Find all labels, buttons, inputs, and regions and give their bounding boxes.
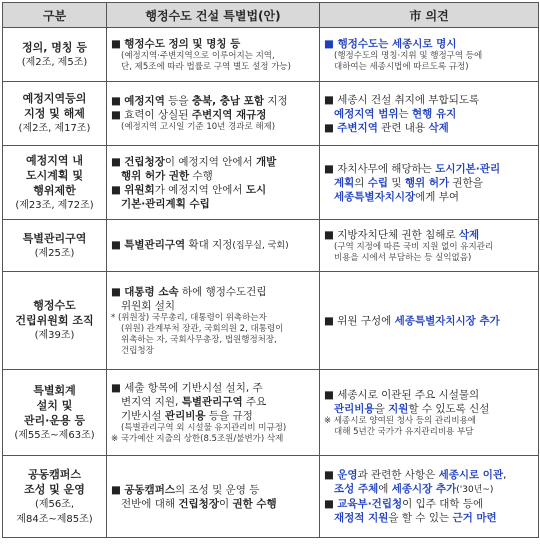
cell-text: 이 예정지역 안에서 <box>164 155 257 168</box>
cell-text: 삭제 <box>458 228 480 241</box>
cell-text: 제84조~제85조) <box>16 513 93 525</box>
cell-text: 대해 5년간 국가가 유지관리비용 부담 <box>334 426 474 437</box>
opinion-cell <box>320 82 539 146</box>
cell-text: 을 할 수 있는 <box>388 512 453 524</box>
bill-cell <box>107 456 320 538</box>
cell-text: 도시 <box>245 183 267 196</box>
cell-text: ■ 세종시로 이관된 주요 시설물의 <box>324 388 480 401</box>
cell-text: 교육부·건립청 <box>337 498 403 510</box>
cell-text: 특별관리구역 <box>22 231 87 245</box>
cell-text: 관리비용 <box>334 402 375 415</box>
cell-text: 행정수도는 세종시로 명시 <box>337 37 457 50</box>
cell-text: 관련 내용 <box>377 121 429 134</box>
cell-text: 현행 유지 <box>412 107 457 120</box>
text-line <box>111 169 315 183</box>
cell-text: 개발 <box>256 155 277 168</box>
cell-text: 이 <box>218 497 233 510</box>
cell-text: 주변지역 재규정 <box>191 109 267 121</box>
bill-cell <box>107 272 320 370</box>
cell-text: 관리비용 <box>164 409 206 422</box>
cell-text: 할 수 있도록 신설 <box>408 402 490 415</box>
row-category <box>3 456 107 538</box>
cell-text: 비용을 시에서 부담하는 등 실익없음) <box>334 252 472 263</box>
cell-text: 공동캠퍼스 <box>124 483 175 496</box>
cell-text: (특별관리구역 외 시설물 유지관리비 미규정) <box>121 422 287 433</box>
text-line <box>111 37 315 51</box>
cell-text: 도시기본·관리 <box>435 162 501 175</box>
cell-text: ■ <box>111 37 125 50</box>
cell-text: 행정수도 정의 및 명칭 등 <box>124 37 241 50</box>
text-line <box>111 497 315 511</box>
cell-text: 이 입주 대학 등에 <box>402 498 484 510</box>
cell-text: 재정적 지원 <box>334 512 389 524</box>
table-row <box>3 220 539 272</box>
text-line <box>324 107 534 121</box>
cell-text: (제55조~제63조) <box>14 429 95 441</box>
cell-text: ■ <box>324 498 338 510</box>
cell-text: , <box>503 469 507 481</box>
cell-text: 근거 마련 <box>452 512 497 524</box>
bill-cell <box>107 82 320 146</box>
cell-text: 특별회계 <box>33 383 76 397</box>
cell-text: ■ <box>111 285 125 298</box>
bill-cell <box>107 220 320 272</box>
cell-text: 대하여는 세종시법에 따르도록 규정) <box>334 61 469 72</box>
cell-text: 지정 <box>263 95 288 107</box>
comparison-table <box>2 2 539 538</box>
cell-text: (제25조) <box>34 247 75 259</box>
cell-text: ※ 국가예산 지출의 상한(8.5조원/불변가) 삭제 <box>111 433 284 444</box>
cell-text: 을 <box>374 402 389 415</box>
cell-text: ■ 세출 항목에 기반시설 설치, 주 <box>111 381 263 394</box>
cell-text: ■ <box>324 37 338 50</box>
cell-text: 에 <box>378 483 392 495</box>
cell-text: ■ <box>324 121 338 134</box>
cell-text: (집무실, 국회) <box>232 241 289 251</box>
cell-text: 삭제 <box>428 121 449 134</box>
cell-text: 위원회 <box>124 183 155 196</box>
cell-text: ■ 세종시 건설 취지에 부합되도록 <box>324 93 480 106</box>
cell-text: 권한을 <box>449 176 483 189</box>
cell-text: 행정수도 <box>33 299 76 312</box>
cell-text: 건립청장 <box>121 345 154 356</box>
text-line <box>324 497 534 511</box>
cell-text: 조성 및 운영 <box>24 482 85 496</box>
row-category <box>3 370 107 456</box>
row-category <box>3 220 107 272</box>
row-category <box>3 146 107 220</box>
cell-text: 권한 수행 <box>232 497 277 510</box>
cell-text: 계획 <box>334 176 355 189</box>
cell-text: 수행 <box>189 169 213 182</box>
cell-text: ■ <box>111 483 125 496</box>
cell-text: 건립위원회 조직 <box>15 314 94 327</box>
text-line <box>111 395 315 409</box>
cell-text: ■ 자치사무에 해당하는 <box>324 162 436 175</box>
cell-text: 기본·관리계획 수립 <box>121 197 210 210</box>
text-line <box>324 37 534 51</box>
cell-text: 의 조성 및 운영 등 <box>174 483 260 496</box>
text-line <box>111 197 315 211</box>
cell-text: 위촉하는 자, 국회사무총장, 법원행정처장, <box>121 334 277 345</box>
text-line <box>111 155 315 169</box>
text-line <box>324 190 534 204</box>
cell-text: ■ 위원 구성에 <box>324 314 395 327</box>
cell-text: ■ <box>111 95 125 107</box>
cell-text: 특별관리구역 <box>181 395 243 408</box>
header-city-opinion: 市 의견 <box>320 3 539 28</box>
text-line <box>111 483 315 497</box>
cell-text: 공동캠퍼스 <box>27 467 82 481</box>
header-category: 구분 <box>3 3 107 28</box>
row-category <box>3 28 107 82</box>
cell-text: (제2조, 제17조) <box>18 123 91 134</box>
cell-text: 세종시장 추가 <box>391 483 457 495</box>
cell-text: (제39조) <box>34 330 75 341</box>
cell-text: (구역 지정에 따른 국비 지원 없이 유지관리 <box>334 241 494 252</box>
opinion-cell <box>320 272 539 370</box>
table-row <box>3 82 539 146</box>
cell-text: 예정지역 <box>124 95 165 107</box>
text-line <box>111 94 315 108</box>
cell-text: 세종특별자치시장 추가 <box>394 314 500 327</box>
text-line <box>111 238 315 253</box>
text-line <box>324 482 534 497</box>
opinion-cell <box>320 370 539 456</box>
opinion-cell <box>320 146 539 220</box>
cell-text: 대통령 소속 <box>124 285 179 298</box>
cell-text: 확대 지정 <box>185 239 233 251</box>
text-line <box>111 108 315 122</box>
table-row <box>3 370 539 456</box>
table-row <box>3 456 539 538</box>
cell-text: 등을 규정 <box>205 409 253 422</box>
cell-text: ※ 세종시로 양여된 청사 등의 관리비용에 <box>324 415 477 426</box>
cell-text: 등을 <box>164 95 192 107</box>
cell-text: ■ 효력이 상실된 <box>111 109 192 121</box>
cell-text: 전반에 대해 <box>121 497 179 510</box>
cell-text: 위원회 설치 <box>121 299 176 312</box>
cell-text: 설치 및 <box>36 398 73 412</box>
opinion-cell <box>320 28 539 82</box>
cell-text: ■ 지방자치단체 권한 침해로 <box>324 228 459 241</box>
text-line <box>111 409 315 423</box>
cell-text: 세종시로 이관 <box>438 469 504 481</box>
text-line <box>324 314 534 328</box>
cell-text: (예정지역 고시일 기준 10년 경과로 해제) <box>121 122 276 132</box>
cell-text: (제56조, <box>34 498 75 510</box>
cell-text: 는 <box>398 107 412 120</box>
cell-text: 행위제한 <box>33 183 76 197</box>
cell-text: 예정지역 범위 <box>334 107 399 120</box>
text-line <box>324 468 534 482</box>
text-line <box>111 285 315 299</box>
bill-cell <box>107 28 320 82</box>
cell-text: 및 <box>388 176 405 189</box>
cell-text: 조성 주체 <box>334 483 379 495</box>
text-line <box>324 121 534 135</box>
cell-text: (제2조, 제5조) <box>21 56 88 68</box>
cell-text: 관리·운용 등 <box>23 413 86 427</box>
cell-text: 지원 <box>388 402 409 415</box>
cell-text: (제23조, 제72조) <box>15 199 94 211</box>
cell-text: 건립청장 <box>178 497 219 510</box>
cell-text: 행위 허가 <box>404 176 450 189</box>
header-bill: 행정수도 건설 특별법(안) <box>107 3 320 28</box>
cell-text: ('30년~) <box>456 485 494 495</box>
opinion-cell <box>320 220 539 272</box>
row-category <box>3 272 107 370</box>
table-row <box>3 272 539 370</box>
cell-text: 기반시설 <box>121 409 165 422</box>
table-row <box>3 146 539 220</box>
cell-text: 충북, 충남 포함 <box>191 95 264 107</box>
bill-cell <box>107 370 320 456</box>
cell-text: ■ <box>324 469 338 481</box>
cell-text: (예정지역·주변지역으로 이루어지는 지역, <box>121 50 275 61</box>
cell-text: 세종특별자치시장 <box>334 190 416 203</box>
cell-text: 과 관련한 사항은 <box>357 469 439 481</box>
cell-text: 주요 <box>242 395 267 408</box>
cell-text: 운영 <box>337 469 358 481</box>
cell-text: 에게 부여 <box>415 190 460 203</box>
cell-text: 주변지역 <box>337 121 378 134</box>
text-line <box>324 162 534 176</box>
cell-text: 정의, 명칭 등 <box>22 40 87 54</box>
cell-text: ■ <box>111 239 125 251</box>
table-row <box>3 28 539 82</box>
cell-text: * (위원장) 국무총리, 대통령이 위촉하는자 <box>111 312 267 323</box>
cell-text: 도시계획 및 <box>26 168 83 182</box>
bill-cell <box>107 146 320 220</box>
cell-text: 단, 제5조에 따라 법률로 구역 별도 설정 가능) <box>121 61 291 72</box>
row-category <box>3 82 107 146</box>
text-line <box>324 511 534 525</box>
cell-text: 지정 및 해제 <box>24 107 85 120</box>
cell-text: 예정지역 내 <box>26 153 83 167</box>
text-line <box>324 176 534 190</box>
cell-text: 의 <box>354 176 368 189</box>
cell-text: 수립 <box>367 176 389 189</box>
text-line <box>324 228 534 242</box>
cell-text: (위원) 관계부처 장관, 국회의원 2, 대통령이 <box>121 323 284 334</box>
opinion-cell <box>320 456 539 538</box>
text-line <box>111 183 315 197</box>
cell-text: 특별관리구역 <box>124 239 186 251</box>
cell-text: ■ <box>111 183 125 196</box>
cell-text: (행정수도의 명칭·지위 및 행정구역 등에 <box>334 50 483 61</box>
cell-text: 행위 허가 권한 <box>121 169 190 182</box>
cell-text: 하에 행정수도건립 <box>178 285 267 298</box>
header-row <box>3 3 539 28</box>
cell-text: ■ <box>111 155 125 168</box>
cell-text: 건립청장 <box>124 155 165 168</box>
cell-text: 예정지역등의 <box>22 92 87 105</box>
cell-text: 변지역 지원, <box>121 395 182 408</box>
cell-text: 가 예정지역 안에서 <box>154 183 246 196</box>
text-line <box>324 402 534 416</box>
